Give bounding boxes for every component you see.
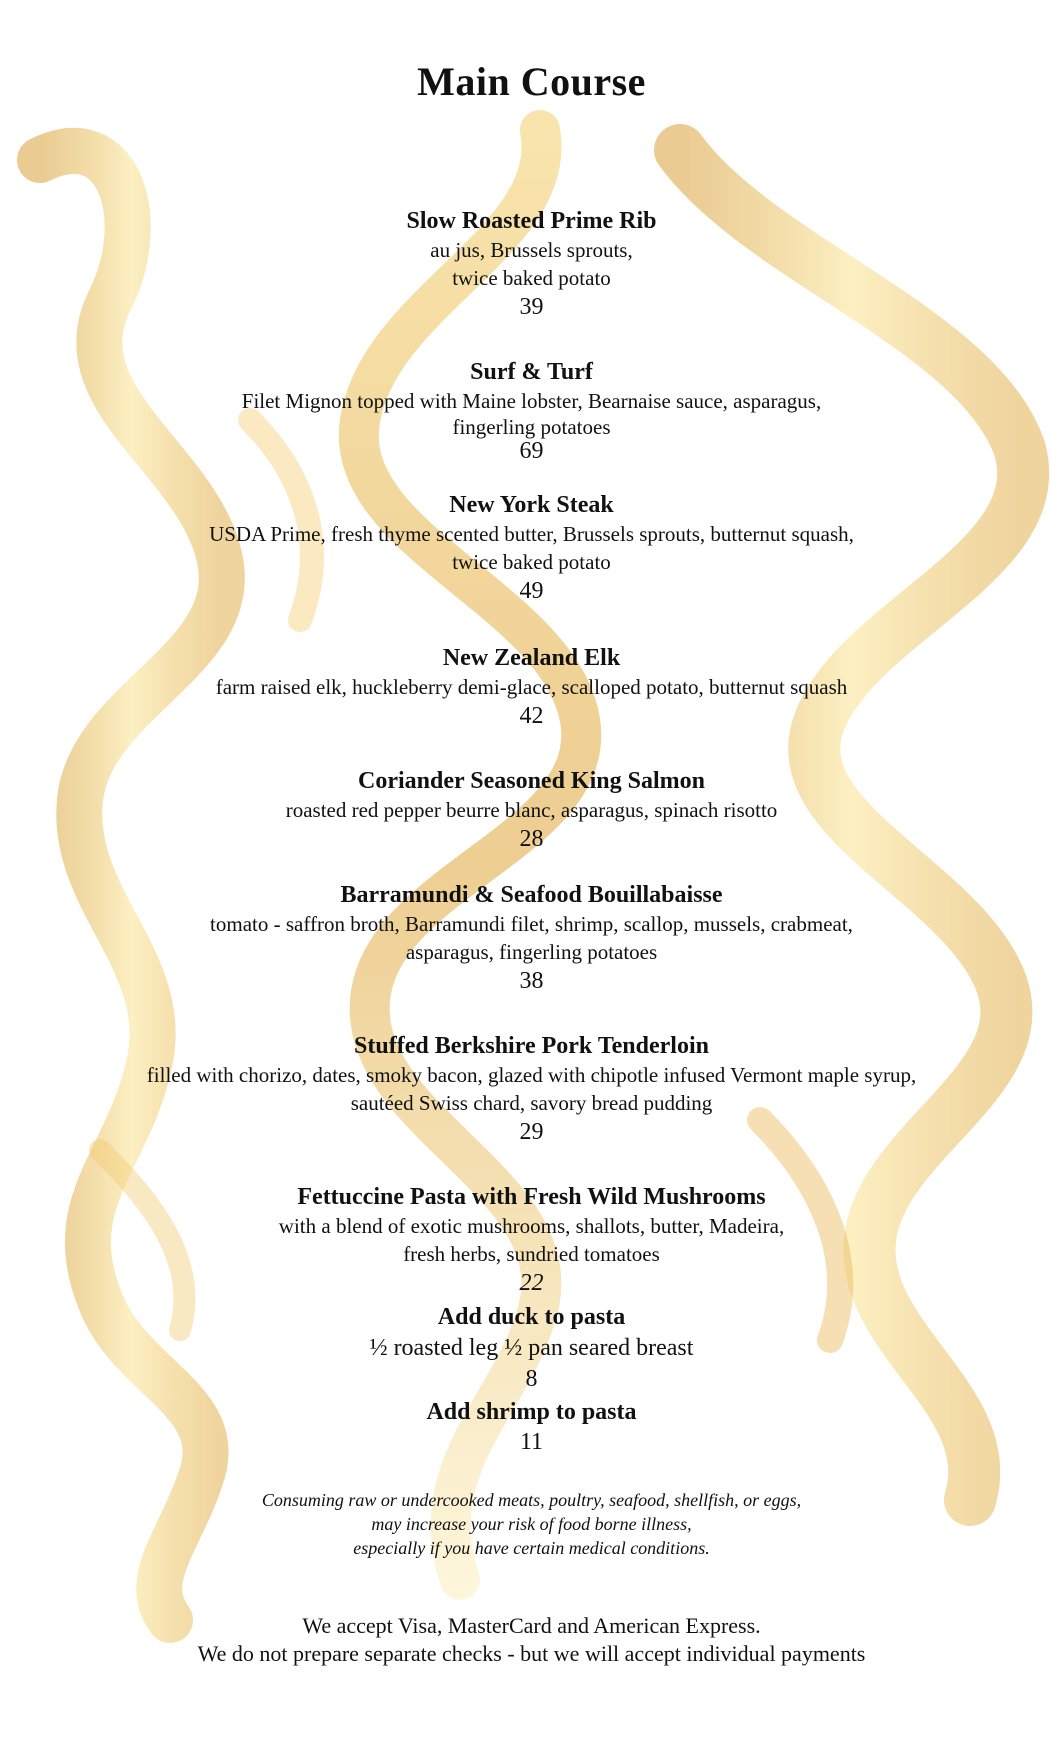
dish-desc-line: farm raised elk, huckleberry demi-glace, scalloped potato, butternut squash: [215, 675, 848, 699]
payment-info: [0, 1612, 1063, 1668]
payment-line: We accept Visa, MasterCard and American Express.: [302, 1613, 761, 1638]
addon-desc: ½ roasted leg ½ pan seared breast: [369, 1335, 694, 1361]
disclaimer-line: Consuming raw or undercooked meats, poultry, seafood, shellfish, or eggs,: [261, 1490, 802, 1510]
dish-price: 49: [519, 578, 544, 604]
dish-king-salmon: [0, 766, 1063, 854]
dish-desc-line: twice baked potato: [452, 550, 611, 574]
dish-desc-line: fresh herbs, sundried tomatoes: [403, 1242, 660, 1266]
dish-price: 42: [519, 703, 544, 729]
addon-price: 8: [525, 1366, 538, 1392]
dish-desc-line: twice baked potato: [452, 266, 611, 290]
dish-new-zealand-elk: [0, 643, 1063, 731]
dish-name: New York Steak: [449, 492, 614, 518]
dish-name: Surf & Turf: [470, 359, 593, 385]
dish-desc-line: asparagus, fingerling potatoes: [405, 940, 658, 964]
dish-name: Barramundi & Seafood Bouillabaisse: [340, 882, 723, 908]
dish-prime-rib: [0, 206, 1063, 322]
dish-price: 38: [519, 968, 544, 994]
addon-name: Add shrimp to pasta: [426, 1399, 637, 1425]
dish-desc-line: sautéed Swiss chard, savory bread pudding: [350, 1091, 713, 1115]
addon-shrimp: [0, 1397, 1063, 1457]
dish-desc-line: filled with chorizo, dates, smoky bacon, glazed with chipotle infused Vermont maple syrup,: [146, 1063, 917, 1087]
dish-bouillabaisse: [0, 880, 1063, 996]
dish-name: New Zealand Elk: [442, 645, 621, 671]
addon-duck: [0, 1302, 1063, 1394]
health-disclaimer: [0, 1488, 1063, 1560]
dish-desc-line: USDA Prime, fresh thyme scented butter, Brussels sprouts, butternut squash,: [209, 522, 854, 546]
dish-desc-line: au jus, Brussels sprouts,: [430, 238, 633, 262]
dish-desc-line: tomato - saffron broth, Barramundi filet, shrimp, scallop, mussels, crabmeat,: [210, 912, 853, 936]
dish-surf-and-turf: [0, 357, 1063, 463]
disclaimer-line: especially if you have certain medical conditions.: [353, 1538, 710, 1558]
dish-name: Stuffed Berkshire Pork Tenderloin: [354, 1033, 709, 1059]
payment-line: We do not prepare separate checks - but we will accept individual payments: [197, 1641, 866, 1666]
menu-title: Main Course: [417, 59, 646, 104]
dish-pork-tenderloin: [0, 1031, 1063, 1147]
dish-price: 22: [519, 1270, 544, 1296]
addon-price: 11: [519, 1429, 544, 1455]
dish-desc-line: fingerling potatoes: [452, 415, 611, 439]
dish-price: 39: [519, 294, 544, 320]
addon-name: Add duck to pasta: [437, 1304, 626, 1330]
dish-price: 29: [519, 1119, 544, 1145]
dish-name: Coriander Seasoned King Salmon: [358, 768, 705, 794]
dish-new-york-steak: [0, 490, 1063, 606]
dish-fettuccine: [0, 1182, 1063, 1298]
disclaimer-line: may increase your risk of food borne illness,: [371, 1514, 692, 1534]
dish-price: 69: [519, 438, 544, 464]
dish-name: Slow Roasted Prime Rib: [406, 208, 657, 234]
dish-desc-line: roasted red pepper beurre blanc, asparagus, spinach risotto: [285, 798, 778, 822]
dish-desc-line: Filet Mignon topped with Maine lobster, Bearnaise sauce, asparagus,: [241, 389, 822, 413]
dish-name: Fettuccine Pasta with Fresh Wild Mushrooms: [297, 1184, 766, 1210]
dish-desc-line: with a blend of exotic mushrooms, shallots, butter, Madeira,: [278, 1214, 785, 1238]
dish-price: 28: [519, 826, 544, 852]
